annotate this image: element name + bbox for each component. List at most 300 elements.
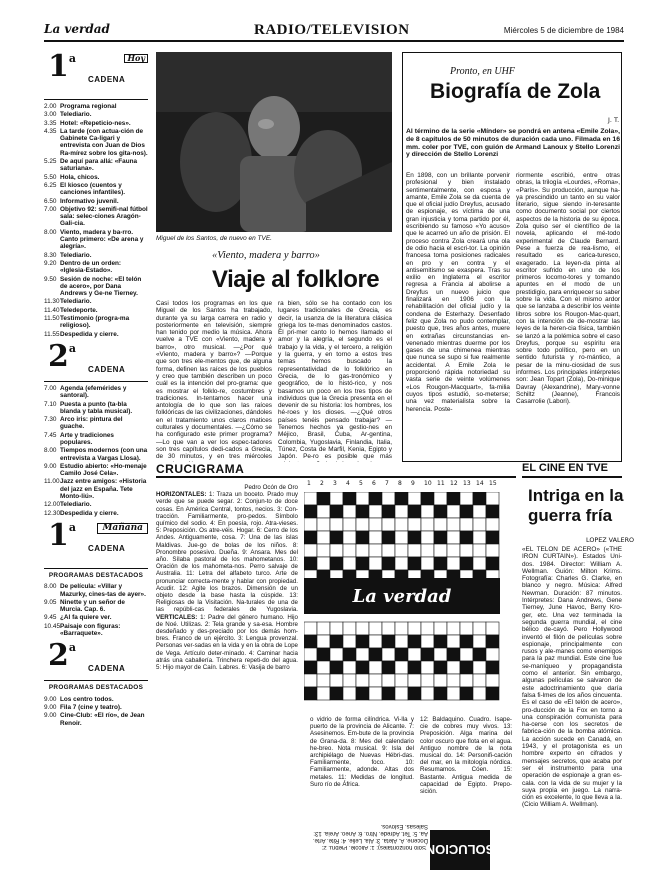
grid-cell-black <box>408 661 421 674</box>
grid-cell-white[interactable] <box>486 648 499 661</box>
program-row <box>44 510 148 517</box>
program-time: 9.00 <box>44 695 57 703</box>
horizontales-label: HORIZONTALES: <box>156 491 207 499</box>
grid-cell-black <box>382 505 395 518</box>
grid-column-number: 12 <box>450 480 458 487</box>
grid-cell-white[interactable] <box>421 674 434 687</box>
program-title: Dentro de un orden: «Iglesia-Estado». <box>60 259 122 275</box>
grid-cell-black <box>408 505 421 518</box>
program-row <box>44 260 148 275</box>
grid-cell-white[interactable] <box>369 544 382 557</box>
program-row <box>44 229 148 251</box>
grid-cell-black <box>408 687 421 700</box>
grid-cell-white[interactable] <box>473 505 486 518</box>
program-time: 11.55 <box>44 330 60 338</box>
channel1-tomorrow-label: CADENA <box>88 543 126 553</box>
grid-cell-white[interactable] <box>356 648 369 661</box>
verticales-clues: 1: Padre del género humano. Hijo de Noé. Utilizas. 2: Tela grande y sa-esa. Hombre desdeñado y des-preciado por los demás hom-bres. Franco de un ejército. 3: Lengua provenzal. Personas ver-sadas en la vida y en la obra de Lope de Vega. Artículo deter-minado. 4: Caminar hacia atrás una caballería. Trinchera repeti-do del agua. 5: Hijo mayor de Caín. Labres. 6: Vasija de barro <box>156 613 298 672</box>
grid-cell-black <box>434 687 447 700</box>
grid-cell-white[interactable] <box>460 674 473 687</box>
program-row <box>44 315 148 330</box>
channel2-tomorrow-header <box>44 638 148 681</box>
grid-cell-white[interactable] <box>408 492 421 505</box>
grid-cell-black <box>460 557 473 570</box>
program-title: Despedida y cierre. <box>60 330 119 338</box>
grid-cell-white[interactable] <box>473 674 486 687</box>
grid-cell-white[interactable] <box>447 661 460 674</box>
grid-cell-white[interactable] <box>317 557 330 570</box>
program-row <box>44 103 148 110</box>
grid-cell-black <box>447 648 460 661</box>
grid-cell-white[interactable] <box>395 635 408 648</box>
grid-cell-white[interactable] <box>486 518 499 531</box>
grid-cell-white[interactable] <box>317 622 330 635</box>
program-time: 5.50 <box>44 173 57 181</box>
grid-cell-white[interactable] <box>421 661 434 674</box>
grid-cell-white[interactable] <box>473 661 486 674</box>
grid-cell-white[interactable] <box>330 492 343 505</box>
program-time: 8.00 <box>44 228 57 236</box>
grid-cell-white[interactable] <box>395 687 408 700</box>
folklore-body-col2: ra bien, sólo se ha contado con los lugares tradicionales de Grecia, es decir, la usanza de la literatura clásica griega los te-mas denominados castos. El pri-mer canto lo hemos llamado el amor y la alegría, el segundo es el trabajo y la vida, y el tercero, a religión y la guerra, y en torno a estos tres temas hemos buscado la representatividad de lo folklórico en Grecia, de lo gas-tronómico y geográfico, de lo histó-rico, y nos basamos un poco en los tres tipos de individuos que la Grecia presenta en el devenir de su historia: los hombres, los hé-roes y los dioses. —¿Qué otros países tenéis pensado trabajar? —Tenemos hechos ya gestio-nes en Méjico, Brasil, Cuba, Ar-gentina, Colombia, Yugoslavia, Finlandia, Italia, Túnez, Costa de Marfil, Kenia, Egipto y Japón. Pe-ro es posible que más <box>278 300 392 461</box>
program-row <box>44 198 148 205</box>
grid-cell-black <box>382 531 395 544</box>
grid-cell-white[interactable] <box>369 661 382 674</box>
grid-cell-white[interactable] <box>343 635 356 648</box>
grid-cell-black <box>395 492 408 505</box>
grid-cell-white[interactable] <box>382 544 395 557</box>
grid-column-number: 11 <box>437 480 445 487</box>
crossword-clues-col1 <box>156 484 298 864</box>
program-row <box>44 501 148 508</box>
program-time: 9.50 <box>44 275 57 283</box>
grid-cell-white[interactable] <box>395 661 408 674</box>
grid-cell-white[interactable] <box>382 622 395 635</box>
grid-column-number: 10 <box>424 480 432 487</box>
grid-cell-white[interactable] <box>369 557 382 570</box>
grid-cell-white[interactable] <box>304 492 317 505</box>
grid-cell-white[interactable] <box>460 518 473 531</box>
program-time: 7.45 <box>44 431 57 439</box>
grid-cell-white[interactable] <box>421 635 434 648</box>
grid-cell-white[interactable] <box>486 492 499 505</box>
la-verdad-banner: La verdad <box>304 578 500 614</box>
grid-cell-black <box>356 505 369 518</box>
program-time: 9.00 <box>44 712 57 720</box>
program-row <box>44 623 148 638</box>
grid-cell-black <box>434 531 447 544</box>
program-row <box>44 158 148 173</box>
grid-cell-white[interactable] <box>330 518 343 531</box>
grid-cell-white[interactable] <box>343 622 356 635</box>
grid-cell-white[interactable] <box>304 518 317 531</box>
channel1-tomorrow-number: 1$^a$ <box>48 517 77 553</box>
program-row <box>44 331 148 338</box>
grid-cell-white[interactable] <box>395 544 408 557</box>
cine-section-title: EL CINE EN TVE <box>522 462 608 474</box>
crossword-rule <box>156 476 516 478</box>
grid-cell-white[interactable] <box>408 622 421 635</box>
program-title: Informativo juvenil. <box>60 197 119 205</box>
photo-caption: Miguel de los Santos, de nuevo en TVE. <box>156 235 272 242</box>
program-title: Telediario. <box>60 111 92 119</box>
grid-cell-white[interactable] <box>304 648 317 661</box>
program-time: 11.40 <box>44 306 60 314</box>
page-header <box>44 24 624 42</box>
grid-cell-white[interactable] <box>369 622 382 635</box>
grid-cell-black <box>356 557 369 570</box>
channel2-tomorrow-program-list <box>44 696 148 727</box>
program-title: De aquí para allá: «Fauna saturiana». <box>60 158 138 173</box>
grid-cell-black <box>317 648 330 661</box>
program-title: Los centro todos. <box>60 695 114 703</box>
program-title: Fila 7 (cine y teatro). <box>60 703 122 711</box>
grid-cell-white[interactable] <box>447 505 460 518</box>
grid-cell-black <box>408 531 421 544</box>
grid-cell-white[interactable] <box>473 622 486 635</box>
channel1-number: 1$^a$ <box>48 49 77 84</box>
grid-cell-black <box>408 557 421 570</box>
grid-cell-white[interactable] <box>343 505 356 518</box>
grid-cell-white[interactable] <box>369 635 382 648</box>
program-time: 3.35 <box>44 119 57 127</box>
folklore-headline: Viaje al folklore <box>212 266 380 293</box>
grid-cell-white[interactable] <box>304 622 317 635</box>
grid-cell-black <box>460 661 473 674</box>
featured-programs-label: PROGRAMAS DESTACADOS <box>48 571 144 579</box>
program-time: 5.25 <box>44 158 57 166</box>
grid-cell-black <box>356 531 369 544</box>
channel2-number: 2$^a$ <box>48 338 77 374</box>
grid-cell-black <box>330 635 343 648</box>
program-time: 8.30 <box>44 251 57 259</box>
grid-cell-white[interactable] <box>395 557 408 570</box>
grid-cell-black <box>473 492 486 505</box>
day-badge-tomorrow: Mañana <box>97 523 148 534</box>
channel1-program-list <box>44 103 148 338</box>
program-row <box>44 416 148 431</box>
program-row <box>44 111 148 118</box>
zola-body-col2: riormente escribió, entre otras obras, la trilogía «Lourdes, «Roma», «París». Su producción, aunque ha-ya prescindido un tanto en su valor literario, sigue siendo in-teresante como documento social por ciertos aspectos de la historia de su época. Zola quiso ser el científico de la novela, aplicando el mé-todo experimental de Claude Bernard. Pese a fuerza de rea-lismo, el resultado es carica-turesco, exagerado. La leyen-da pinta al escritor sufrido en uno de los primeros locomo-tores y tomando apuntes en el modo de un prestidigio, para enriquecer su saber sobre la vida. Con el mismo ardor que se lanzaba a describir los veinte libros sobre los Rougon-Mac-quart, con la intención de de-mostrar las leyes de la heren-cia física, también se lanzó a la polémica sobre el caso Dreyfus, porque su espíritu era sobre todo político, pero en un sentido futurista y ro-mántico, a pesar de la minu-ciosidad de sus informes. Los principales intérpretes son: Jean Topart (Zola), Do-minique Davray (Alexandrine), Mary-vonne Schiltz (Jeanne), Francois Casarrolie (Labori). <box>516 172 620 406</box>
grid-cell-white[interactable] <box>408 648 421 661</box>
grid-cell-white[interactable] <box>356 518 369 531</box>
grid-cell-white[interactable] <box>473 531 486 544</box>
horizontales-clues: 1: Traza un boceto. Prado muy verde que se puede segar. 2: Conjun-to de doce cosas. En América Central, tontos, necios. 3: Con-tracción. Familiarmente, pro-pedos. Símbolo químico del sodio. 4: En poesía, rojo. Atra-vieses. 5: Preposición. Os atre-véis. Hogar. 6: Cerro de los Andes. Antiguamente, cosa. 7: Una de las islas Maldivas. Jue-go de bolas de los niños. 8: Pronombre posesivo. Dueña. 9: Ansara. Mes del año. Sílaba pastoral de los mahometanos. 10: Oración de los mahometa-nos. Perro salvaje de Australia. 11: Letra del alfabeto turco. Arte de pronunciar correcta-mente y hablar con propiedad. Acudir. 12: Agite los brazos. Dimensión de un objeto desde la base hasta la cúspide. 13: Religiosas de la Visitación. Na-turales de una de las repúbli-cas federales de Yugoslavia. <box>156 491 298 614</box>
program-title: Hotel: «Repeticio-nes». <box>60 119 131 127</box>
grid-cell-white[interactable] <box>369 531 382 544</box>
grid-cell-white[interactable] <box>304 544 317 557</box>
program-row <box>44 704 148 711</box>
program-title: Telediario. <box>60 501 92 509</box>
program-row <box>44 182 148 197</box>
program-time: 6.50 <box>44 197 57 205</box>
presenter-photo <box>156 52 392 232</box>
grid-cell-black <box>330 557 343 570</box>
program-time: 3.00 <box>44 111 57 119</box>
program-row <box>44 712 148 727</box>
program-title: Objetivo 92: semifi-nal fútbol sala: selec-ciones Aragón-Gali-cia. <box>60 205 148 228</box>
grid-cell-white[interactable] <box>317 518 330 531</box>
program-row <box>44 696 148 703</box>
grid-cell-white[interactable] <box>395 674 408 687</box>
grid-cell-black <box>408 635 421 648</box>
channel1-tomorrow-header <box>44 517 148 569</box>
program-title: Sesión de noche: «El telón de acero», por Dana Andrews y Ge-ne Tierney. <box>60 275 142 298</box>
grid-cell-white[interactable] <box>434 518 447 531</box>
grid-cell-white[interactable] <box>447 531 460 544</box>
grid-column-numbers <box>304 480 500 490</box>
date-line: Miércoles 5 de diciembre de 1984 <box>503 26 624 35</box>
grid-column-number: 6 <box>372 480 376 487</box>
grid-cell-white[interactable] <box>434 648 447 661</box>
grid-cell-black <box>330 505 343 518</box>
folklore-body-col1: Casi todos los programas en los que Miguel de los Santos ha trabajado, durante ya su larga carrera en radio y posteriormente en televisión, siempre han tenido por medio la música. Ahora vuelve a TVE con «Viento, madera y barro», otro musical. —¿Por qué «Viento, madera y barro»? —Porque que son tres ele-mentos que, de alguna forma, definen las raíces de los pueblos y creo que también describen un poco cuál es la intención del pro-grama: que es mostrar el folklo-re, costumbres y tradiciones. In-tentamos hacer una antología de lo que son las raíces folklóricas de las civilizaciones, dándoles en el tratamiento unos claros matices culturales y documentales. —¿Cómo se ha configurado este primer programa? —Lo que van a ver los espec-tadores son tres capítulos dedi-cados a Grecia, de 30 minutos, y en tres miércoles <box>156 300 272 461</box>
grid-cell-white[interactable] <box>343 687 356 700</box>
cine-signature: LOPEZ VALERO <box>586 536 635 544</box>
grid-cell-black <box>460 531 473 544</box>
grid-cell-white[interactable] <box>421 518 434 531</box>
grid-cell-black <box>304 557 317 570</box>
grid-cell-white[interactable] <box>317 544 330 557</box>
program-row <box>44 276 148 298</box>
grid-cell-white[interactable] <box>434 544 447 557</box>
grid-cell-black <box>304 661 317 674</box>
zola-title: Biografía de Zola <box>430 80 601 103</box>
program-title: Despedida y cierre. <box>60 509 119 517</box>
grid-cell-white[interactable] <box>421 531 434 544</box>
day-badge-today: Hoy <box>124 54 148 63</box>
grid-cell-white[interactable] <box>343 557 356 570</box>
grid-cell-white[interactable] <box>317 531 330 544</box>
grid-cell-white[interactable] <box>382 492 395 505</box>
grid-cell-white[interactable] <box>356 622 369 635</box>
featured-programs-label-2: PROGRAMAS DESTACADOS <box>48 684 144 692</box>
grid-cell-white[interactable] <box>447 544 460 557</box>
grid-cell-white[interactable] <box>421 505 434 518</box>
grid-cell-white[interactable] <box>486 674 499 687</box>
program-time: 11.50 <box>44 315 60 323</box>
grid-cell-black <box>356 661 369 674</box>
grid-cell-white[interactable] <box>434 622 447 635</box>
grid-cell-white[interactable] <box>473 687 486 700</box>
grid-cell-white[interactable] <box>473 557 486 570</box>
grid-cell-white[interactable] <box>369 687 382 700</box>
program-title: Ninette y un señor de Murcia. Cap. 6. <box>60 598 125 614</box>
grid-cell-black <box>460 687 473 700</box>
grid-cell-white[interactable] <box>421 622 434 635</box>
grid-cell-white[interactable] <box>317 635 330 648</box>
grid-cell-white[interactable] <box>447 622 460 635</box>
grid-cell-black <box>421 492 434 505</box>
grid-cell-white[interactable] <box>343 518 356 531</box>
grid-cell-white[interactable] <box>395 622 408 635</box>
program-title: Agenda (efemérides y santoral). <box>60 384 127 400</box>
grid-cell-black <box>330 661 343 674</box>
grid-cell-white[interactable] <box>408 544 421 557</box>
grid-cell-white[interactable] <box>369 674 382 687</box>
grid-cell-white[interactable] <box>317 687 330 700</box>
grid-cell-white[interactable] <box>304 674 317 687</box>
grid-cell-white[interactable] <box>317 505 330 518</box>
grid-cell-black <box>304 635 317 648</box>
program-title: Testimonio (progra-ma religioso). <box>60 315 130 330</box>
program-time: 11.30 <box>44 298 60 306</box>
zola-intro: Al término de la serie «Mínder» se pondrá en antena «Emile Zola», de 8 capítulos de 50 minutos de duración cada uno. Filmada en 16 mm. coler por TVE, con guión de Armand Lanoux y Stello Lorenzi y dirección de Stello Lorenzi <box>406 128 620 159</box>
program-row <box>44 174 148 181</box>
grid-cell-white[interactable] <box>330 622 343 635</box>
grid-cell-black <box>382 661 395 674</box>
grid-cell-white[interactable] <box>473 635 486 648</box>
program-title: Jazz entre amigos: «Historia del jazz en España. Tete Monto-liú». <box>60 478 147 501</box>
grid-cell-white[interactable] <box>343 531 356 544</box>
grid-cell-white[interactable] <box>434 492 447 505</box>
program-title: Estudio abierto: «Ho-menaje Camilo José Cela». <box>60 462 147 478</box>
grid-cell-white[interactable] <box>460 544 473 557</box>
grid-cell-white[interactable] <box>395 518 408 531</box>
crossword-title: CRUCIGRAMA <box>156 462 245 476</box>
grid-cell-white[interactable] <box>460 492 473 505</box>
grid-cell-black <box>343 492 356 505</box>
program-row <box>44 206 148 228</box>
grid-column-number: 15 <box>489 480 497 487</box>
program-time: 9.00 <box>44 703 57 711</box>
grid-cell-white[interactable] <box>421 557 434 570</box>
grid-cell-black <box>382 635 395 648</box>
grid-cell-white[interactable] <box>369 505 382 518</box>
grid-cell-white[interactable] <box>486 544 499 557</box>
program-row <box>44 128 148 157</box>
program-time: 11.00 <box>44 478 60 486</box>
program-row <box>44 432 148 447</box>
grid-cell-white[interactable] <box>408 518 421 531</box>
section-title: RADIO/TELEVISION <box>254 22 410 38</box>
grid-cell-black <box>304 505 317 518</box>
grid-cell-white[interactable] <box>317 674 330 687</box>
grid-cell-white[interactable] <box>473 544 486 557</box>
grid-cell-white[interactable] <box>421 544 434 557</box>
grid-cell-white[interactable] <box>343 544 356 557</box>
program-title: Telediario. <box>60 298 92 306</box>
zola-signature: J. T. <box>608 116 620 124</box>
program-title: Tiempos modernos (con una entrevista a Vargas Llosa). <box>60 447 148 462</box>
grid-cell-black <box>369 492 382 505</box>
program-row <box>44 463 148 478</box>
program-title: Arte y tradiciones populares. <box>60 431 114 446</box>
program-time: 9.45 <box>44 614 57 622</box>
grid-column-number: 1 <box>307 480 311 487</box>
grid-cell-white[interactable] <box>330 648 343 661</box>
grid-cell-black <box>486 531 499 544</box>
grid-cell-white[interactable] <box>356 492 369 505</box>
grid-cell-white[interactable] <box>434 674 447 687</box>
grid-cell-white[interactable] <box>356 544 369 557</box>
grid-cell-black <box>434 505 447 518</box>
grid-cell-white[interactable] <box>382 518 395 531</box>
grid-column-number: 13 <box>463 480 471 487</box>
grid-cell-black <box>421 648 434 661</box>
zola-body-col1: En 1898, con un brillante porvenir profesional y bien instalado sentimentalmente, con esposa y amante, Emile Zola se da cuenta de que el oficial judío Dreyfus, acusado de espionaje, es víctima de una gran injusticia y toma partido por él, escribiendo su famoso «Yo acuso» que le acarreó un año de prisión. El proceso contra Zola creará una ola de odio hacia el escri-tor. La opinión francesa toma posiciones radicales en pro y en contra y el antisemitismo se exaspera. Tras su exilio en Inglaterra el escritor regresa a Francia al abolirse a Dreyfus un nuevo juicio que finalizará en 1906 con la rehabilitación del oficial judío y la condena de Esterhazy. Desenfado feliz que Zola no pudo contemplar, puesto que, tres años antes, muere en extrañas circunstancias en-venenado mientras duerme por los gases de una chimenea mientras que nunca se supo si fue realmente accidental. A Emile Zola le proporcionó rápida notoriedad su vasta serie de veinte volúmenes «Los Rougon-Macquart», fa-milia cuyos tipos estudió, so-meterse; una vez materialista sobre la herencia. Poste- <box>406 172 510 413</box>
program-time: 8.00 <box>44 447 57 455</box>
folklore-kicker: «Viento, madera y barro» <box>212 250 320 261</box>
grid-cell-white[interactable] <box>395 505 408 518</box>
program-row <box>44 385 148 400</box>
grid-cell-white[interactable] <box>356 674 369 687</box>
program-title: Paisaje con figuras: «Barraquete». <box>60 622 121 638</box>
program-time: 6.25 <box>44 181 57 189</box>
program-time: 7.30 <box>44 416 57 424</box>
program-time: 2.00 <box>44 103 57 110</box>
program-title: De película: «Villar y Mazurky, cines-tas de ayer». <box>60 583 146 598</box>
program-title: Programa regional <box>60 103 117 110</box>
grid-cell-white[interactable] <box>317 661 330 674</box>
cine-body: «EL TELON DE ACERO» («THE IRON CURTAIN»). Estados Uni-dos. 1984. Director: William A. Wellman. Guión: Milton Krims. Fotografía: Charles G. Clarke, en blanco y negro. Música: Alfred Newman. Duración: 87 minutos. Intérpretes: Dana Andrews, Gene Tierney, June Havoc, Berry Kro-ger, etc. Una vez terminada la segunda guerra mundial, el cine bélico de-cayó. Pero Hollywood inventó el filón de películas sobre espionaje, principalmente con rusos y ale-manes como enemigos para la paz mundial. Este cine fue se-maníqueo y propagandista como el anterior. Sin embargo, algunas películas se salvaron de este adoctrinamiento que daría falsa fi-lmes de los años cincuenta. Es el caso de «El telón de acero», pro-ducción de la Fox en torno a una conspiración comunista para ha-cerse con los secretos de fabrica-ción de la bomba atómica. La acción sucede en Canadá, en 1943, y el protagonista es un hombre experto en cifrados y mensajes secretos, que acaba por ser el instrumento para una operación de espionaje a gran es-cala. con la vida de su mujer y la suya propia en juego. La narra-ción es excelente, lo que lleva a la. (Cicio William A. Wellman). <box>522 546 622 809</box>
program-row <box>44 447 148 462</box>
grid-cell-white[interactable] <box>343 674 356 687</box>
grid-cell-white[interactable] <box>343 661 356 674</box>
program-row <box>44 478 148 500</box>
grid-cell-white[interactable] <box>330 544 343 557</box>
cine-headline: Intriga en la guerra fría <box>528 486 624 525</box>
grid-cell-black <box>304 687 317 700</box>
grid-cell-white[interactable] <box>382 674 395 687</box>
grid-cell-black <box>434 557 447 570</box>
grid-cell-white[interactable] <box>382 648 395 661</box>
program-time: 12.00 <box>44 501 60 509</box>
grid-column-number: 3 <box>333 480 337 487</box>
grid-cell-white[interactable] <box>486 622 499 635</box>
program-time: 7.10 <box>44 400 57 408</box>
grid-cell-white[interactable] <box>460 648 473 661</box>
grid-cell-white[interactable] <box>421 687 434 700</box>
grid-cell-white[interactable] <box>330 674 343 687</box>
grid-cell-white[interactable] <box>395 531 408 544</box>
program-title: Telediario. <box>60 251 92 259</box>
grid-column-number: 5 <box>359 480 363 487</box>
program-row <box>44 614 148 621</box>
program-title: Arco iris: pintura del guache. <box>60 416 123 431</box>
channel2-label: CADENA <box>88 364 126 374</box>
grid-cell-white[interactable] <box>460 622 473 635</box>
grid-cell-black <box>473 648 486 661</box>
program-title: ¿Al fa quiere ver. <box>60 614 112 622</box>
program-row <box>44 583 148 598</box>
grid-cell-black <box>317 492 330 505</box>
grid-cell-white[interactable] <box>447 557 460 570</box>
program-row <box>44 307 148 314</box>
grid-cell-black <box>460 635 473 648</box>
grid-cell-black <box>460 505 473 518</box>
grid-cell-white[interactable] <box>447 518 460 531</box>
program-time: 10.45 <box>44 622 60 630</box>
grid-column-number: 9 <box>411 480 415 487</box>
grid-cell-white[interactable] <box>447 687 460 700</box>
grid-cell-white[interactable] <box>473 518 486 531</box>
grid-column-number: 7 <box>385 480 389 487</box>
program-row <box>44 252 148 259</box>
grid-cell-white[interactable] <box>447 674 460 687</box>
grid-cell-white[interactable] <box>408 674 421 687</box>
program-row <box>44 401 148 416</box>
program-time: 4.35 <box>44 127 57 135</box>
program-row <box>44 120 148 127</box>
grid-cell-black <box>486 505 499 518</box>
zola-kicker: Pronto, en UHF <box>450 66 515 77</box>
grid-cell-white[interactable] <box>447 635 460 648</box>
solution-label: SOLUCION <box>430 830 490 870</box>
program-time: 9.05 <box>44 598 57 606</box>
solution-text: (Sólo horizontales): 1: Alicolé. Piebru. 2: Docene. A. Aleta. 3: Ala. Lelie. 4: Rite. Arte. Aa. 5: Tet. Adrede. Ntro. 6: Aneo. Areia. 13: Salesas. Eslovos. <box>312 823 428 850</box>
grid-cell-white[interactable] <box>369 518 382 531</box>
